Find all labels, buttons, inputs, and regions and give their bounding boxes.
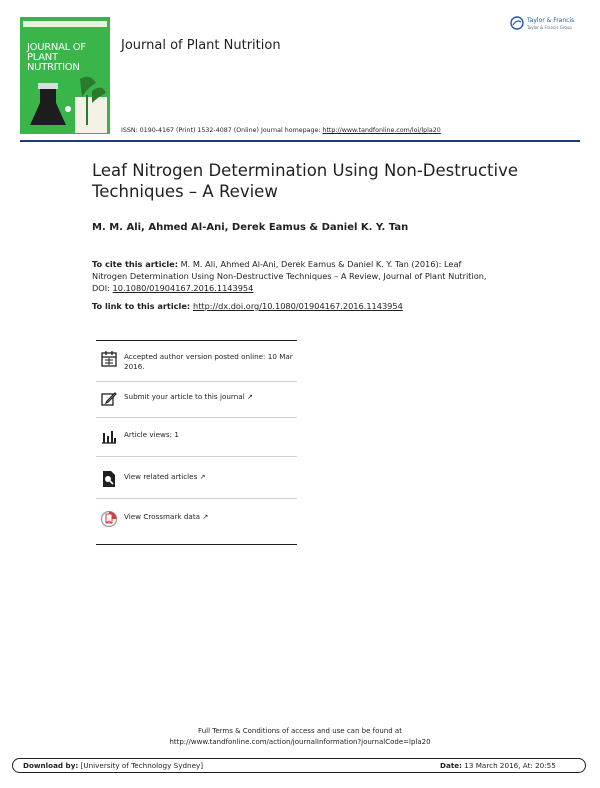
- calendar-icon: [100, 350, 118, 368]
- info-divider: [96, 417, 297, 418]
- external-link-icon: ↗: [247, 393, 253, 401]
- publisher-name: Taylor & Francis: [527, 17, 575, 24]
- info-box-top-rule: [96, 340, 297, 341]
- cover-illustration: [20, 69, 110, 134]
- downloaded-by: [23, 761, 203, 770]
- info-item-label: View related articles: [124, 472, 198, 481]
- edit-icon: [100, 390, 118, 408]
- info-box-bottom-rule: [96, 544, 297, 545]
- article-authors: M. M. Ali, Ahmed Al-Ani, Derek Eamus & Daniel K. Y. Tan: [92, 222, 409, 233]
- external-link-icon: ↗: [199, 473, 206, 481]
- info-item-label: Accepted author version posted online: 10 Mar 2016.: [124, 352, 293, 371]
- journal-homepage-link[interactable]: http://www.tandfonline.com/loi/lpla20: [322, 127, 441, 134]
- info-item-related[interactable]: [96, 470, 297, 492]
- doi-short-link[interactable]: 10.1080/01904167.2016.1143954: [112, 283, 254, 293]
- publisher-logo-icon: [510, 16, 524, 30]
- info-divider: [96, 456, 297, 457]
- terms-line: Full Terms & Conditions of access and use can be found at: [198, 727, 402, 735]
- header-divider: [20, 140, 580, 142]
- publisher-subname: Taylor & Francis Group: [527, 25, 572, 30]
- downloaded-value: [University of Technology Sydney]: [78, 761, 204, 770]
- info-item-label: Article views: 1: [124, 430, 179, 439]
- info-item-accepted: [96, 350, 297, 380]
- issn-line: [121, 127, 441, 134]
- info-item-crossmark[interactable]: [96, 510, 297, 532]
- doi-url-link[interactable]: http://dx.doi.org/10.1080/01904167.2016.1143954: [193, 301, 403, 311]
- info-divider: [96, 381, 297, 382]
- search-doc-icon: [100, 470, 118, 488]
- cover-top-bar: [23, 21, 107, 27]
- journal-cover-image: [20, 17, 110, 134]
- journal-title: Journal of Plant Nutrition: [121, 38, 281, 53]
- download-date: [440, 761, 556, 770]
- cite-text: M. M. Ali, Ahmed Al-Ani, Derek Eamus & Daniel K. Y. Tan (2016): Leaf Nitrogen Determination Using Non-Destructive Techniques – A Review, Journal of Plant Nutrition, DOI:: [92, 259, 487, 293]
- info-item-label: Submit your article to this journal: [124, 392, 245, 401]
- terms-notice: [0, 726, 600, 748]
- info-item-views: [96, 428, 297, 450]
- citation-block: [92, 258, 492, 294]
- info-divider: [96, 498, 297, 499]
- date-value: 13 March 2016, At: 20:55: [462, 761, 556, 770]
- external-link-icon: ↗: [202, 513, 209, 521]
- info-item-label: View Crossmark data: [124, 512, 201, 521]
- bar-chart-icon: [100, 428, 118, 446]
- info-item-submit[interactable]: [96, 390, 297, 412]
- downloaded-label: Download by:: [23, 761, 79, 770]
- cover-title: JOURNAL OF PLANT NUTRITION: [27, 42, 86, 73]
- link-label: To link to this article:: [92, 301, 193, 311]
- date-label: Date:: [440, 761, 463, 770]
- crossmark-icon: [100, 510, 118, 528]
- cite-label: To cite this article:: [92, 259, 178, 269]
- download-info-bar: [12, 758, 586, 773]
- article-link-line: [92, 301, 403, 311]
- publisher-logo[interactable]: [510, 16, 590, 38]
- article-title: Leaf Nitrogen Determination Using Non-Destructive Techniques – A Review: [92, 161, 518, 201]
- terms-url-link[interactable]: http://www.tandfonline.com/action/journalInformation?journalCode=lpla20: [169, 738, 431, 746]
- issn-text: ISSN: 0190-4167 (Print) 1532-4087 (Online) Journal homepage:: [121, 127, 323, 134]
